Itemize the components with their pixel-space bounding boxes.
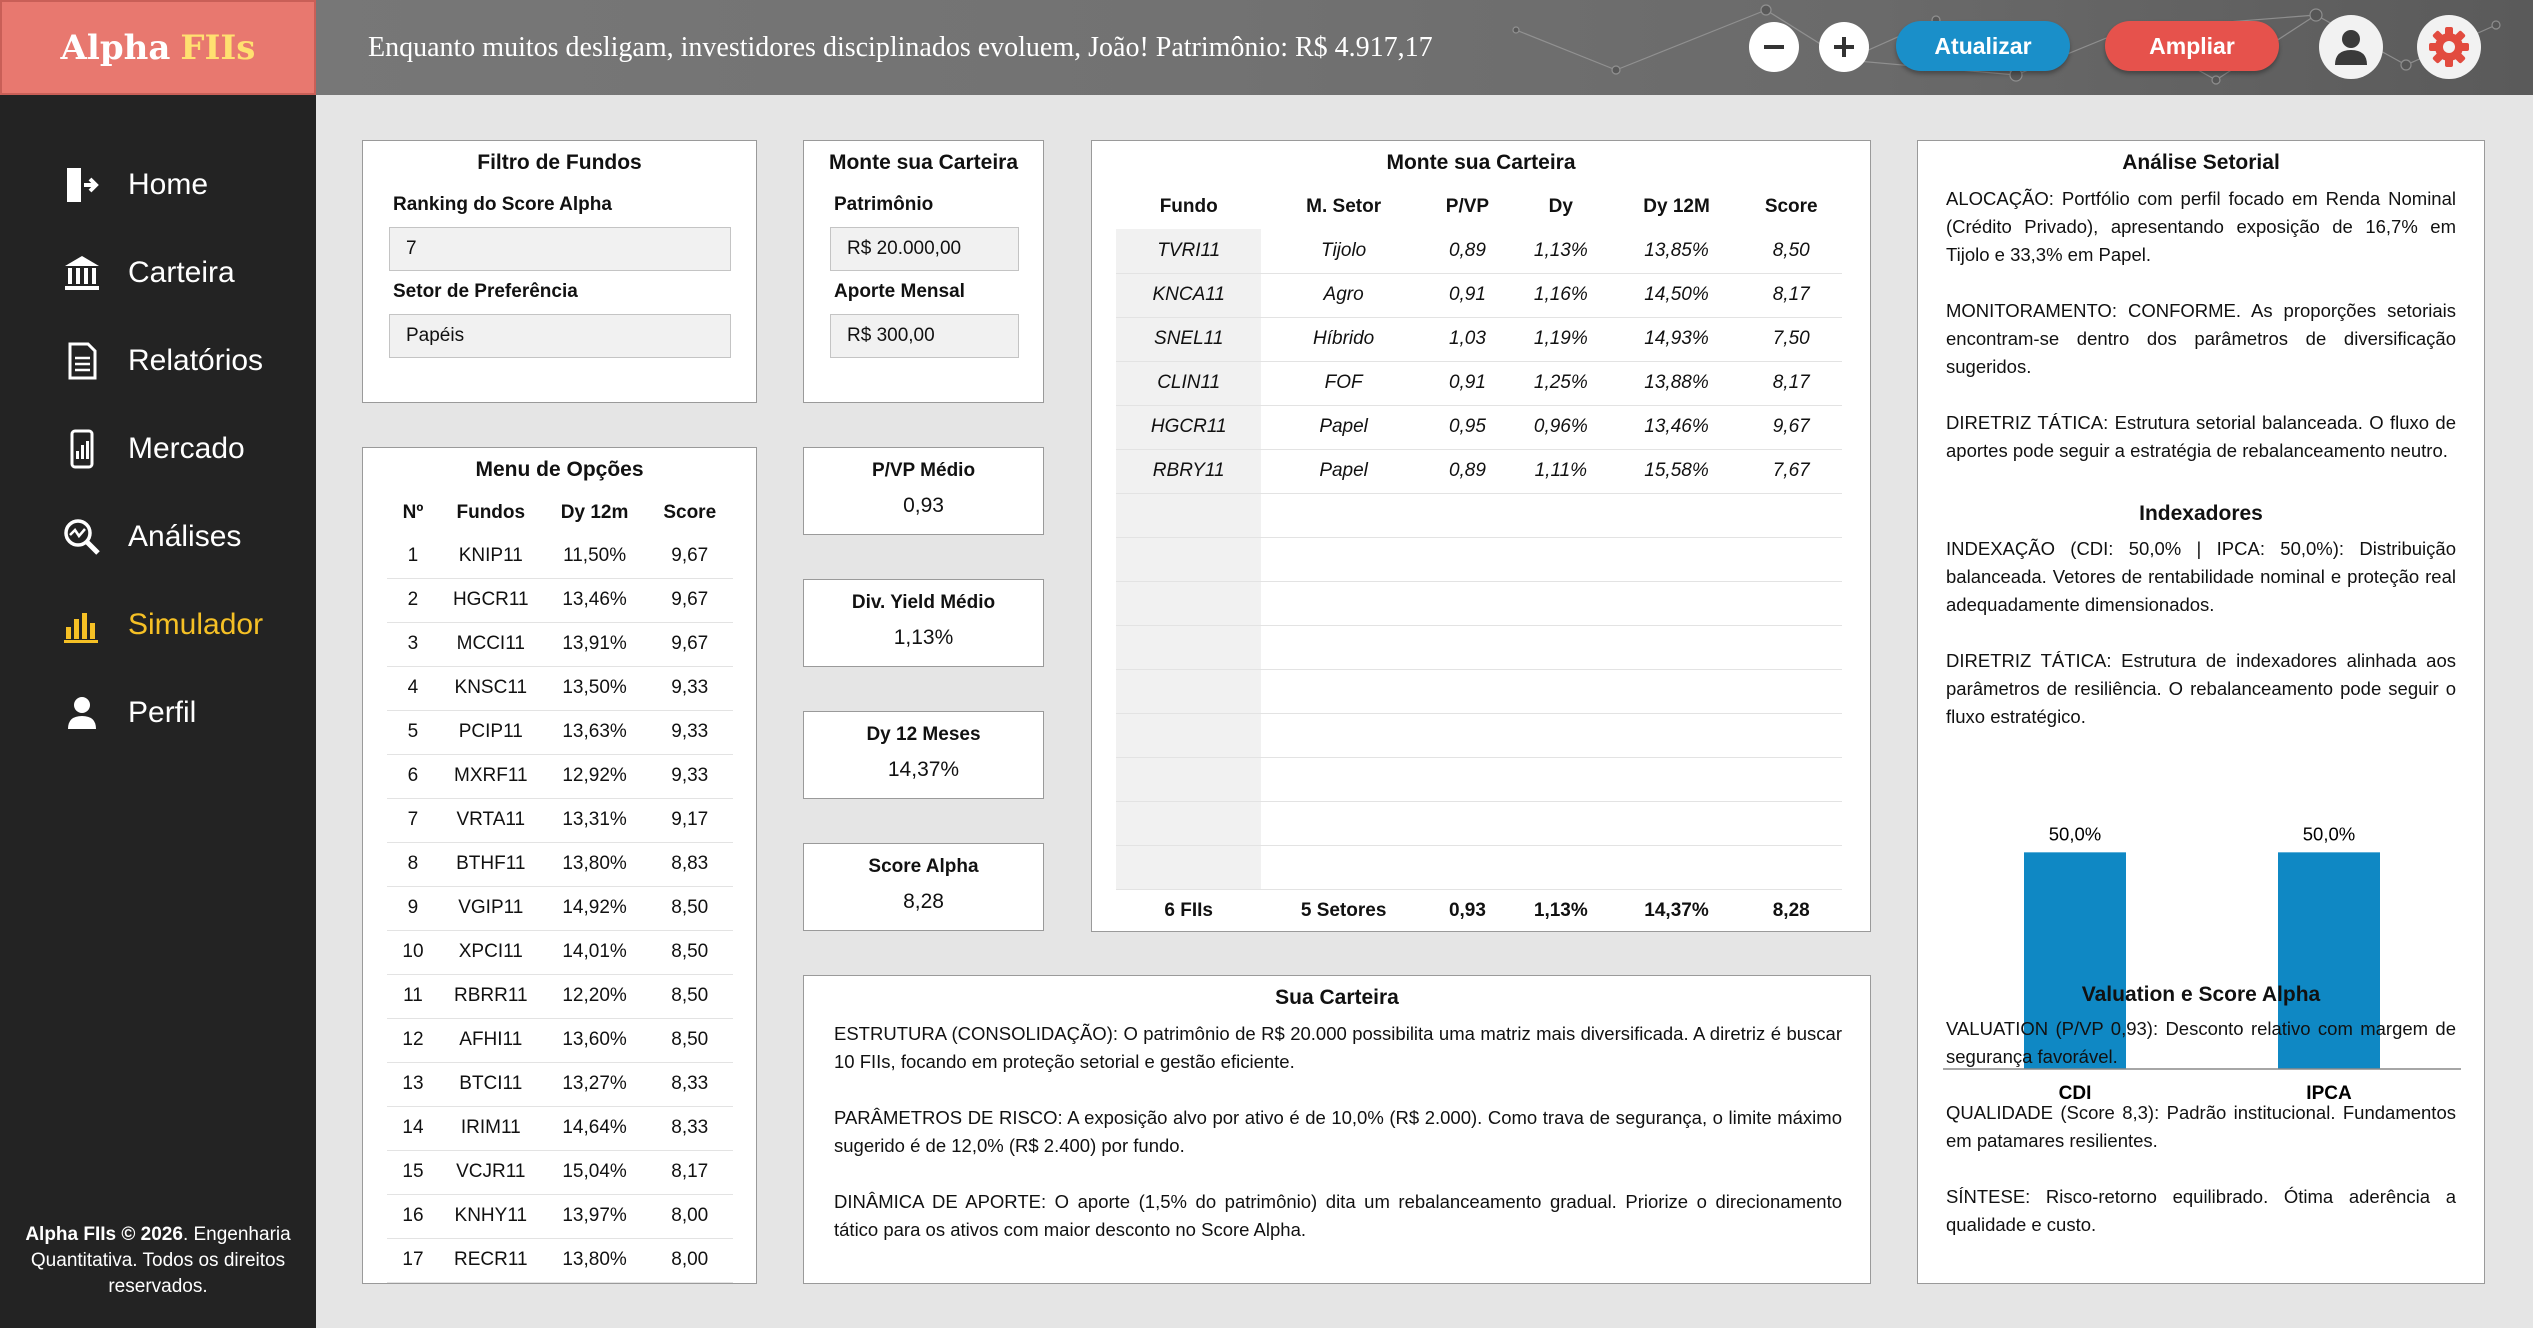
sidebar-item-carteira[interactable] bbox=[60, 243, 235, 303]
analise-panel bbox=[1917, 140, 2485, 1284]
sidebar-item-mercado[interactable] bbox=[60, 419, 245, 479]
table-cell: 1,19% bbox=[1509, 317, 1613, 361]
table-cell: KNIP11 bbox=[439, 534, 543, 578]
table-cell bbox=[1426, 625, 1509, 669]
table-row[interactable] bbox=[387, 1018, 733, 1062]
table-row[interactable] bbox=[387, 930, 733, 974]
table-cell: 14,01% bbox=[543, 930, 647, 974]
sidebar-item-analises[interactable] bbox=[60, 507, 241, 567]
table-cell: 7 bbox=[387, 798, 439, 842]
table-cell: VGIP11 bbox=[439, 886, 543, 930]
table-cell bbox=[1261, 581, 1425, 625]
table-cell: 12 bbox=[387, 1018, 439, 1062]
table-cell: MXRF11 bbox=[439, 754, 543, 798]
table-cell: 7,50 bbox=[1740, 317, 1842, 361]
table-cell: 13 bbox=[387, 1062, 439, 1106]
table-cell: 13,63% bbox=[543, 710, 647, 754]
table-cell: 8 bbox=[387, 842, 439, 886]
sidebar-item-simulador[interactable] bbox=[60, 595, 263, 655]
table-row[interactable] bbox=[1116, 317, 1842, 361]
table-cell: 9,67 bbox=[646, 578, 733, 622]
empty-table-row bbox=[1116, 669, 1842, 713]
empty-table-row bbox=[1116, 757, 1842, 801]
table-cell: RBRY11 bbox=[1116, 449, 1261, 493]
table-cell bbox=[1261, 757, 1425, 801]
table-cell: 9 bbox=[387, 886, 439, 930]
table-row[interactable] bbox=[1116, 449, 1842, 493]
table-cell bbox=[1740, 625, 1842, 669]
sidebar-item-relatorios[interactable] bbox=[60, 331, 263, 391]
table-cell: 13,27% bbox=[543, 1062, 647, 1106]
table-cell: 9,67 bbox=[1740, 405, 1842, 449]
ranking-label: Ranking do Score Alpha bbox=[393, 194, 612, 215]
table-cell bbox=[1116, 537, 1261, 581]
kpi-label: Dy 12 Meses bbox=[866, 724, 981, 745]
table-cell: 9,67 bbox=[646, 622, 733, 666]
bank-icon bbox=[60, 251, 104, 295]
portfolio-total-cell: 14,37% bbox=[1644, 900, 1709, 922]
menu-header-cell: Nº bbox=[402, 502, 424, 523]
table-cell bbox=[1426, 581, 1509, 625]
kpi-label: Div. Yield Médio bbox=[851, 592, 996, 613]
table-cell: FOF bbox=[1261, 361, 1425, 405]
table-cell: 13,80% bbox=[543, 842, 647, 886]
table-cell bbox=[1116, 713, 1261, 757]
portfolio-panel bbox=[1091, 140, 1871, 932]
table-cell: 0,91 bbox=[1426, 273, 1509, 317]
table-cell bbox=[1740, 713, 1842, 757]
user-icon bbox=[60, 691, 104, 735]
kpi-score-alpha bbox=[803, 843, 1044, 931]
sidebar-item-label: Perfil bbox=[128, 696, 197, 729]
aporte-label: Aporte Mensal bbox=[834, 281, 965, 302]
table-cell: 8,33 bbox=[646, 1062, 733, 1106]
portfolio-header-cell: Dy bbox=[1548, 196, 1573, 217]
brand-name: Alpha bbox=[60, 27, 171, 68]
table-cell bbox=[1116, 625, 1261, 669]
zoom-in-button[interactable] bbox=[1819, 22, 1869, 72]
kpi-label: P/VP Médio bbox=[871, 460, 976, 481]
bar-data-label: 50,0% bbox=[2302, 823, 2356, 845]
sintese-paragraph: SÍNTESE: Risco-retorno equilibrado. Ótima aderência a qualidade e custo. bbox=[1946, 1186, 2456, 1235]
table-cell bbox=[1613, 801, 1741, 845]
table-cell bbox=[1740, 757, 1842, 801]
table-row[interactable] bbox=[1116, 361, 1842, 405]
diretriz-setorial-paragraph: DIRETRIZ TÁTICA: Estrutura setorial balanceada. O fluxo de aportes pode seguir a estratégia de rebalanceamento neutro. bbox=[1946, 412, 2456, 461]
table-row[interactable] bbox=[387, 666, 733, 710]
table-cell bbox=[1613, 713, 1741, 757]
category-tick-label: IPCA bbox=[2306, 1083, 2352, 1104]
empty-table-row bbox=[1116, 537, 1842, 581]
table-cell: HGCR11 bbox=[439, 578, 543, 622]
table-cell bbox=[1116, 493, 1261, 537]
sidebar bbox=[0, 95, 316, 1328]
table-cell: IRIM11 bbox=[439, 1106, 543, 1150]
table-cell bbox=[1613, 845, 1741, 889]
valuation-paragraph: VALUATION (P/VP 0,93): Desconto relativo com margem de segurança favorável. bbox=[1946, 1018, 2456, 1067]
empty-table-row bbox=[1116, 713, 1842, 757]
table-cell: 8,17 bbox=[646, 1150, 733, 1194]
door-exit-icon bbox=[60, 163, 104, 207]
table-cell bbox=[1261, 537, 1425, 581]
bar-chart-icon bbox=[60, 603, 104, 647]
table-cell: 8,33 bbox=[646, 1106, 733, 1150]
table-cell: BTHF11 bbox=[439, 842, 543, 886]
table-cell: 8,00 bbox=[646, 1194, 733, 1238]
table-cell bbox=[1426, 845, 1509, 889]
table-cell: 1,11% bbox=[1509, 449, 1613, 493]
risco-paragraph: PARÂMETROS DE RISCO: A exposição alvo por ativo é de 10,0% (R$ 2.000). Como trava de segurança, o limite máximo sugerido é de 12,0% (R$ 2.400) por fundo. bbox=[834, 1107, 1842, 1156]
table-cell: 14,64% bbox=[543, 1106, 647, 1150]
table-cell: 9,33 bbox=[646, 710, 733, 754]
table-cell: 13,46% bbox=[543, 578, 647, 622]
table-cell bbox=[1613, 581, 1741, 625]
portfolio-total-cell: 5 Setores bbox=[1300, 900, 1387, 922]
table-cell: Papel bbox=[1261, 449, 1425, 493]
table-cell: 8,50 bbox=[646, 930, 733, 974]
table-cell: KNHY11 bbox=[439, 1194, 543, 1238]
table-cell: XPCI11 bbox=[439, 930, 543, 974]
table-cell bbox=[1261, 669, 1425, 713]
table-cell: 11,50% bbox=[543, 534, 647, 578]
category-tick-label: CDI bbox=[2058, 1083, 2092, 1104]
table-cell: VRTA11 bbox=[439, 798, 543, 842]
table-cell bbox=[1426, 757, 1509, 801]
setor-field[interactable]: Papéis bbox=[389, 314, 731, 358]
table-cell: 1,16% bbox=[1509, 273, 1613, 317]
table-cell: Híbrido bbox=[1261, 317, 1425, 361]
table-cell: 9,33 bbox=[646, 666, 733, 710]
table-cell: 3 bbox=[387, 622, 439, 666]
kpi-value: 14,37% bbox=[887, 758, 960, 781]
table-cell: 0,96% bbox=[1509, 405, 1613, 449]
portfolio-total-cell: 0,93 bbox=[1448, 900, 1486, 922]
table-cell bbox=[1509, 581, 1613, 625]
phone-chart-icon bbox=[60, 427, 104, 471]
zoom-out-button[interactable] bbox=[1749, 22, 1799, 72]
table-cell bbox=[1613, 625, 1741, 669]
portfolio-header-cell: M. Setor bbox=[1306, 196, 1382, 217]
portfolio-table bbox=[1116, 185, 1842, 933]
table-cell: BTCI11 bbox=[439, 1062, 543, 1106]
aporte-field[interactable]: R$ 300,00 bbox=[830, 314, 1019, 358]
table-cell: MCCI11 bbox=[439, 622, 543, 666]
table-cell bbox=[1116, 581, 1261, 625]
ranking-field[interactable]: 7 bbox=[389, 227, 731, 271]
portfolio-header-cell: P/VP bbox=[1445, 196, 1490, 217]
table-cell bbox=[1509, 757, 1613, 801]
settings-button[interactable] bbox=[2417, 15, 2481, 79]
sidebar-item-label: Análises bbox=[128, 520, 242, 553]
table-cell: KNSC11 bbox=[439, 666, 543, 710]
table-cell: CLIN11 bbox=[1116, 361, 1261, 405]
table-cell: 8,00 bbox=[646, 1238, 733, 1282]
table-cell: 15 bbox=[387, 1150, 439, 1194]
table-cell: 1,03 bbox=[1426, 317, 1509, 361]
table-cell bbox=[1613, 493, 1741, 537]
top-bar bbox=[316, 0, 2533, 95]
ampliar-button[interactable]: Ampliar bbox=[2105, 21, 2279, 71]
kpi-value: 0,93 bbox=[903, 494, 944, 517]
menu-header-cell: Score bbox=[663, 502, 717, 523]
table-cell: Agro bbox=[1261, 273, 1425, 317]
sidebar-item-home[interactable] bbox=[60, 155, 208, 215]
table-row[interactable] bbox=[387, 886, 733, 930]
table-cell: 0,95 bbox=[1426, 405, 1509, 449]
table-cell bbox=[1426, 801, 1509, 845]
table-row[interactable] bbox=[387, 1238, 733, 1282]
estrutura-paragraph: ESTRUTURA (CONSOLIDAÇÃO): O patrimônio de R$ 20.000 possibilita uma matriz mais diversificada. A diretriz é buscar 10 FIIs, focando em proteção setorial e gestão eficiente. bbox=[834, 1023, 1842, 1072]
table-cell bbox=[1261, 845, 1425, 889]
table-row[interactable] bbox=[387, 1062, 733, 1106]
monte-input-panel bbox=[803, 140, 1044, 403]
table-cell: 16 bbox=[387, 1194, 439, 1238]
sua-carteira-panel bbox=[803, 975, 1871, 1284]
kpi-value: 1,13% bbox=[893, 626, 954, 649]
plus-icon bbox=[1829, 32, 1859, 62]
table-cell bbox=[1509, 801, 1613, 845]
table-cell: 5 bbox=[387, 710, 439, 754]
menu-panel bbox=[362, 447, 757, 1284]
table-cell: 1,25% bbox=[1509, 361, 1613, 405]
table-cell bbox=[1740, 493, 1842, 537]
table-row[interactable] bbox=[1116, 229, 1842, 273]
table-cell: 15,04% bbox=[543, 1150, 647, 1194]
table-cell bbox=[1740, 537, 1842, 581]
table-cell: 13,46% bbox=[1613, 405, 1741, 449]
table-cell: 13,60% bbox=[543, 1018, 647, 1062]
table-cell: 0,91 bbox=[1426, 361, 1509, 405]
atualizar-button[interactable]: Atualizar bbox=[1896, 21, 2070, 71]
kpi-pvp bbox=[803, 447, 1044, 535]
aporte-paragraph: DINÂMICA DE APORTE: O aporte (1,5% do patrimônio) dita um rebalanceamento gradual. Priorize o direcionamento tático para os ativos com maior desconto no Score Alpha. bbox=[834, 1191, 1842, 1240]
table-cell: Tijolo bbox=[1261, 229, 1425, 273]
kpi-dy-12m bbox=[803, 711, 1044, 799]
table-cell: 8,17 bbox=[1740, 361, 1842, 405]
portfolio-total-cell: 1,13% bbox=[1533, 900, 1588, 922]
menu-table bbox=[387, 492, 733, 1283]
sidebar-item-label: Home bbox=[128, 168, 209, 201]
table-cell bbox=[1426, 493, 1509, 537]
menu-header-cell: Dy 12m bbox=[560, 502, 629, 523]
portfolio-total-cell: 8,28 bbox=[1772, 900, 1810, 922]
table-cell bbox=[1261, 625, 1425, 669]
table-cell: 4 bbox=[387, 666, 439, 710]
sidebar-item-perfil[interactable] bbox=[60, 683, 196, 743]
table-cell: 13,91% bbox=[543, 622, 647, 666]
table-cell: 7,67 bbox=[1740, 449, 1842, 493]
gear-icon bbox=[2427, 25, 2471, 69]
analise-title: Análise Setorial bbox=[2122, 151, 2280, 174]
table-cell: 13,97% bbox=[543, 1194, 647, 1238]
table-cell bbox=[1613, 669, 1741, 713]
table-row[interactable] bbox=[387, 974, 733, 1018]
kpi-label: Score Alpha bbox=[868, 856, 979, 877]
minus-icon bbox=[1759, 32, 1789, 62]
table-cell bbox=[1613, 757, 1741, 801]
footer-copyright: Alpha FIIs © 2026. Engenharia Quantitativa. Todos os direitos reservados. bbox=[25, 1224, 291, 1297]
monitoramento-paragraph: MONITORAMENTO: CONFORME. As proporções setoriais encontram-se dentro dos parâmetros de diversificação sugeridos. bbox=[1946, 300, 2456, 377]
table-cell: 1,13% bbox=[1509, 229, 1613, 273]
qualidade-paragraph: QUALIDADE (Score 8,3): Padrão institucional. Fundamentos em patamares resilientes. bbox=[1946, 1102, 2456, 1151]
indexadores-title: Indexadores bbox=[2139, 502, 2263, 525]
table-cell bbox=[1116, 801, 1261, 845]
table-cell: 8,17 bbox=[1740, 273, 1842, 317]
bar-data-label: 50,0% bbox=[2048, 823, 2102, 845]
table-row[interactable] bbox=[387, 1194, 733, 1238]
table-cell: 11 bbox=[387, 974, 439, 1018]
greeting-text: Enquanto muitos desligam, investidores disciplinados evoluem, João! Patrimônio: R$ 4.917,17 bbox=[368, 31, 1433, 63]
menu-header-cell: Fundos bbox=[456, 502, 526, 523]
kpi-value: 8,28 bbox=[903, 890, 944, 913]
indexacao-paragraph: INDEXAÇÃO (CDI: 50,0% | IPCA: 50,0%): Distribuição balanceada. Vetores de rentabilidade nominal e proteção real adequadamente dimensionados. bbox=[1946, 538, 2456, 615]
diretriz-indexadores-paragraph: DIRETRIZ TÁTICA: Estrutura de indexadores alinhada aos parâmetros de resiliência. O rebalanceamento pode seguir o fluxo estratégico. bbox=[1946, 650, 2456, 727]
table-cell: 13,31% bbox=[543, 798, 647, 842]
table-cell bbox=[1740, 581, 1842, 625]
patrimonio-field[interactable]: R$ 20.000,00 bbox=[830, 227, 1019, 271]
table-row[interactable] bbox=[387, 798, 733, 842]
table-cell: 13,50% bbox=[543, 666, 647, 710]
table-cell bbox=[1261, 801, 1425, 845]
sidebar-item-label: Relatórios bbox=[128, 344, 264, 377]
table-cell: 8,50 bbox=[646, 1018, 733, 1062]
table-row[interactable] bbox=[387, 754, 733, 798]
table-cell bbox=[1509, 669, 1613, 713]
portfolio-header-cell: Dy 12M bbox=[1643, 196, 1710, 217]
empty-table-row bbox=[1116, 581, 1842, 625]
table-cell: RBRR11 bbox=[439, 974, 543, 1018]
table-cell bbox=[1509, 493, 1613, 537]
table-cell: 1 bbox=[387, 534, 439, 578]
table-cell bbox=[1740, 801, 1842, 845]
table-row[interactable] bbox=[387, 842, 733, 886]
document-icon bbox=[60, 339, 104, 383]
table-cell: AFHI11 bbox=[439, 1018, 543, 1062]
table-cell: 0,89 bbox=[1426, 229, 1509, 273]
brand-logo bbox=[0, 0, 316, 95]
sidebar-item-label: Carteira bbox=[128, 256, 235, 289]
table-cell bbox=[1509, 537, 1613, 581]
table-cell: HGCR11 bbox=[1116, 405, 1261, 449]
table-cell: 9,33 bbox=[646, 754, 733, 798]
table-cell bbox=[1740, 669, 1842, 713]
empty-table-row bbox=[1116, 845, 1842, 889]
sua-carteira-title: Sua Carteira bbox=[1275, 986, 1399, 1009]
table-cell bbox=[1426, 669, 1509, 713]
table-cell: 15,58% bbox=[1613, 449, 1741, 493]
table-cell bbox=[1613, 537, 1741, 581]
profile-button[interactable] bbox=[2319, 15, 2383, 79]
table-cell: 6 bbox=[387, 754, 439, 798]
table-cell: 14,92% bbox=[543, 886, 647, 930]
filtro-title: Filtro de Fundos bbox=[477, 151, 642, 174]
portfolio-header-cell: Score bbox=[1764, 196, 1818, 217]
table-cell: 13,85% bbox=[1613, 229, 1741, 273]
magnifier-chart-icon bbox=[60, 515, 104, 559]
table-cell: KNCA11 bbox=[1116, 273, 1261, 317]
table-cell: VCJR11 bbox=[439, 1150, 543, 1194]
table-cell: 17 bbox=[387, 1238, 439, 1282]
setor-label: Setor de Preferência bbox=[393, 281, 578, 302]
user-icon bbox=[2329, 25, 2373, 69]
table-cell bbox=[1426, 713, 1509, 757]
table-row[interactable] bbox=[387, 1150, 733, 1194]
table-cell bbox=[1509, 713, 1613, 757]
table-cell: 13,80% bbox=[543, 1238, 647, 1282]
table-cell: 8,50 bbox=[646, 974, 733, 1018]
filtro-panel bbox=[362, 140, 757, 403]
portfolio-total-cell: 6 FIIs bbox=[1164, 900, 1213, 922]
empty-table-row bbox=[1116, 801, 1842, 845]
sidebar-item-label: Mercado bbox=[128, 432, 245, 465]
patrimonio-label: Patrimônio bbox=[834, 194, 934, 215]
empty-table-row bbox=[1116, 625, 1842, 669]
table-cell: 9,17 bbox=[646, 798, 733, 842]
table-cell bbox=[1509, 845, 1613, 889]
table-cell: 13,88% bbox=[1613, 361, 1741, 405]
table-cell bbox=[1261, 493, 1425, 537]
table-cell: SNEL11 bbox=[1116, 317, 1261, 361]
sidebar-item-label: Simulador bbox=[128, 608, 264, 641]
table-cell bbox=[1740, 845, 1842, 889]
table-row[interactable] bbox=[1116, 273, 1842, 317]
menu-title: Menu de Opções bbox=[475, 458, 644, 481]
table-cell: 10 bbox=[387, 930, 439, 974]
table-cell: TVRI11 bbox=[1116, 229, 1261, 273]
table-cell: 0,89 bbox=[1426, 449, 1509, 493]
table-row[interactable] bbox=[1116, 405, 1842, 449]
table-cell: 2 bbox=[387, 578, 439, 622]
monte-input-title: Monte sua Carteira bbox=[828, 151, 1019, 174]
table-row[interactable] bbox=[387, 622, 733, 666]
table-cell: 14 bbox=[387, 1106, 439, 1150]
table-cell bbox=[1426, 537, 1509, 581]
table-cell: 14,93% bbox=[1613, 317, 1741, 361]
table-cell: 12,20% bbox=[543, 974, 647, 1018]
table-row[interactable] bbox=[387, 534, 733, 578]
table-cell: Papel bbox=[1261, 405, 1425, 449]
table-cell: 8,50 bbox=[1740, 229, 1842, 273]
table-cell bbox=[1509, 625, 1613, 669]
empty-table-row bbox=[1116, 493, 1842, 537]
table-cell bbox=[1116, 669, 1261, 713]
table-cell bbox=[1116, 757, 1261, 801]
portfolio-header-cell: Fundo bbox=[1159, 196, 1218, 217]
alocacao-paragraph: ALOCAÇÃO: Portfólio com perfil focado em Renda Nominal (Crédito Privado), apresentando exposição de 16,7% em Tijolo e 33,3% em Papel. bbox=[1946, 188, 2456, 265]
brand-accent: FIIs bbox=[180, 27, 256, 68]
table-row[interactable] bbox=[387, 578, 733, 622]
table-cell bbox=[1116, 845, 1261, 889]
table-cell: PCIP11 bbox=[439, 710, 543, 754]
table-cell: 8,83 bbox=[646, 842, 733, 886]
portfolio-title: Monte sua Carteira bbox=[1386, 151, 1576, 174]
table-row[interactable] bbox=[387, 1106, 733, 1150]
table-cell: 8,50 bbox=[646, 886, 733, 930]
table-cell: 14,50% bbox=[1613, 273, 1741, 317]
valuation-title: Valuation e Score Alpha bbox=[2081, 983, 2321, 1006]
table-cell: RECR11 bbox=[439, 1238, 543, 1282]
table-cell bbox=[1261, 713, 1425, 757]
table-cell: 9,67 bbox=[646, 534, 733, 578]
table-row[interactable] bbox=[387, 710, 733, 754]
kpi-dy-medio bbox=[803, 579, 1044, 667]
table-cell: 12,92% bbox=[543, 754, 647, 798]
